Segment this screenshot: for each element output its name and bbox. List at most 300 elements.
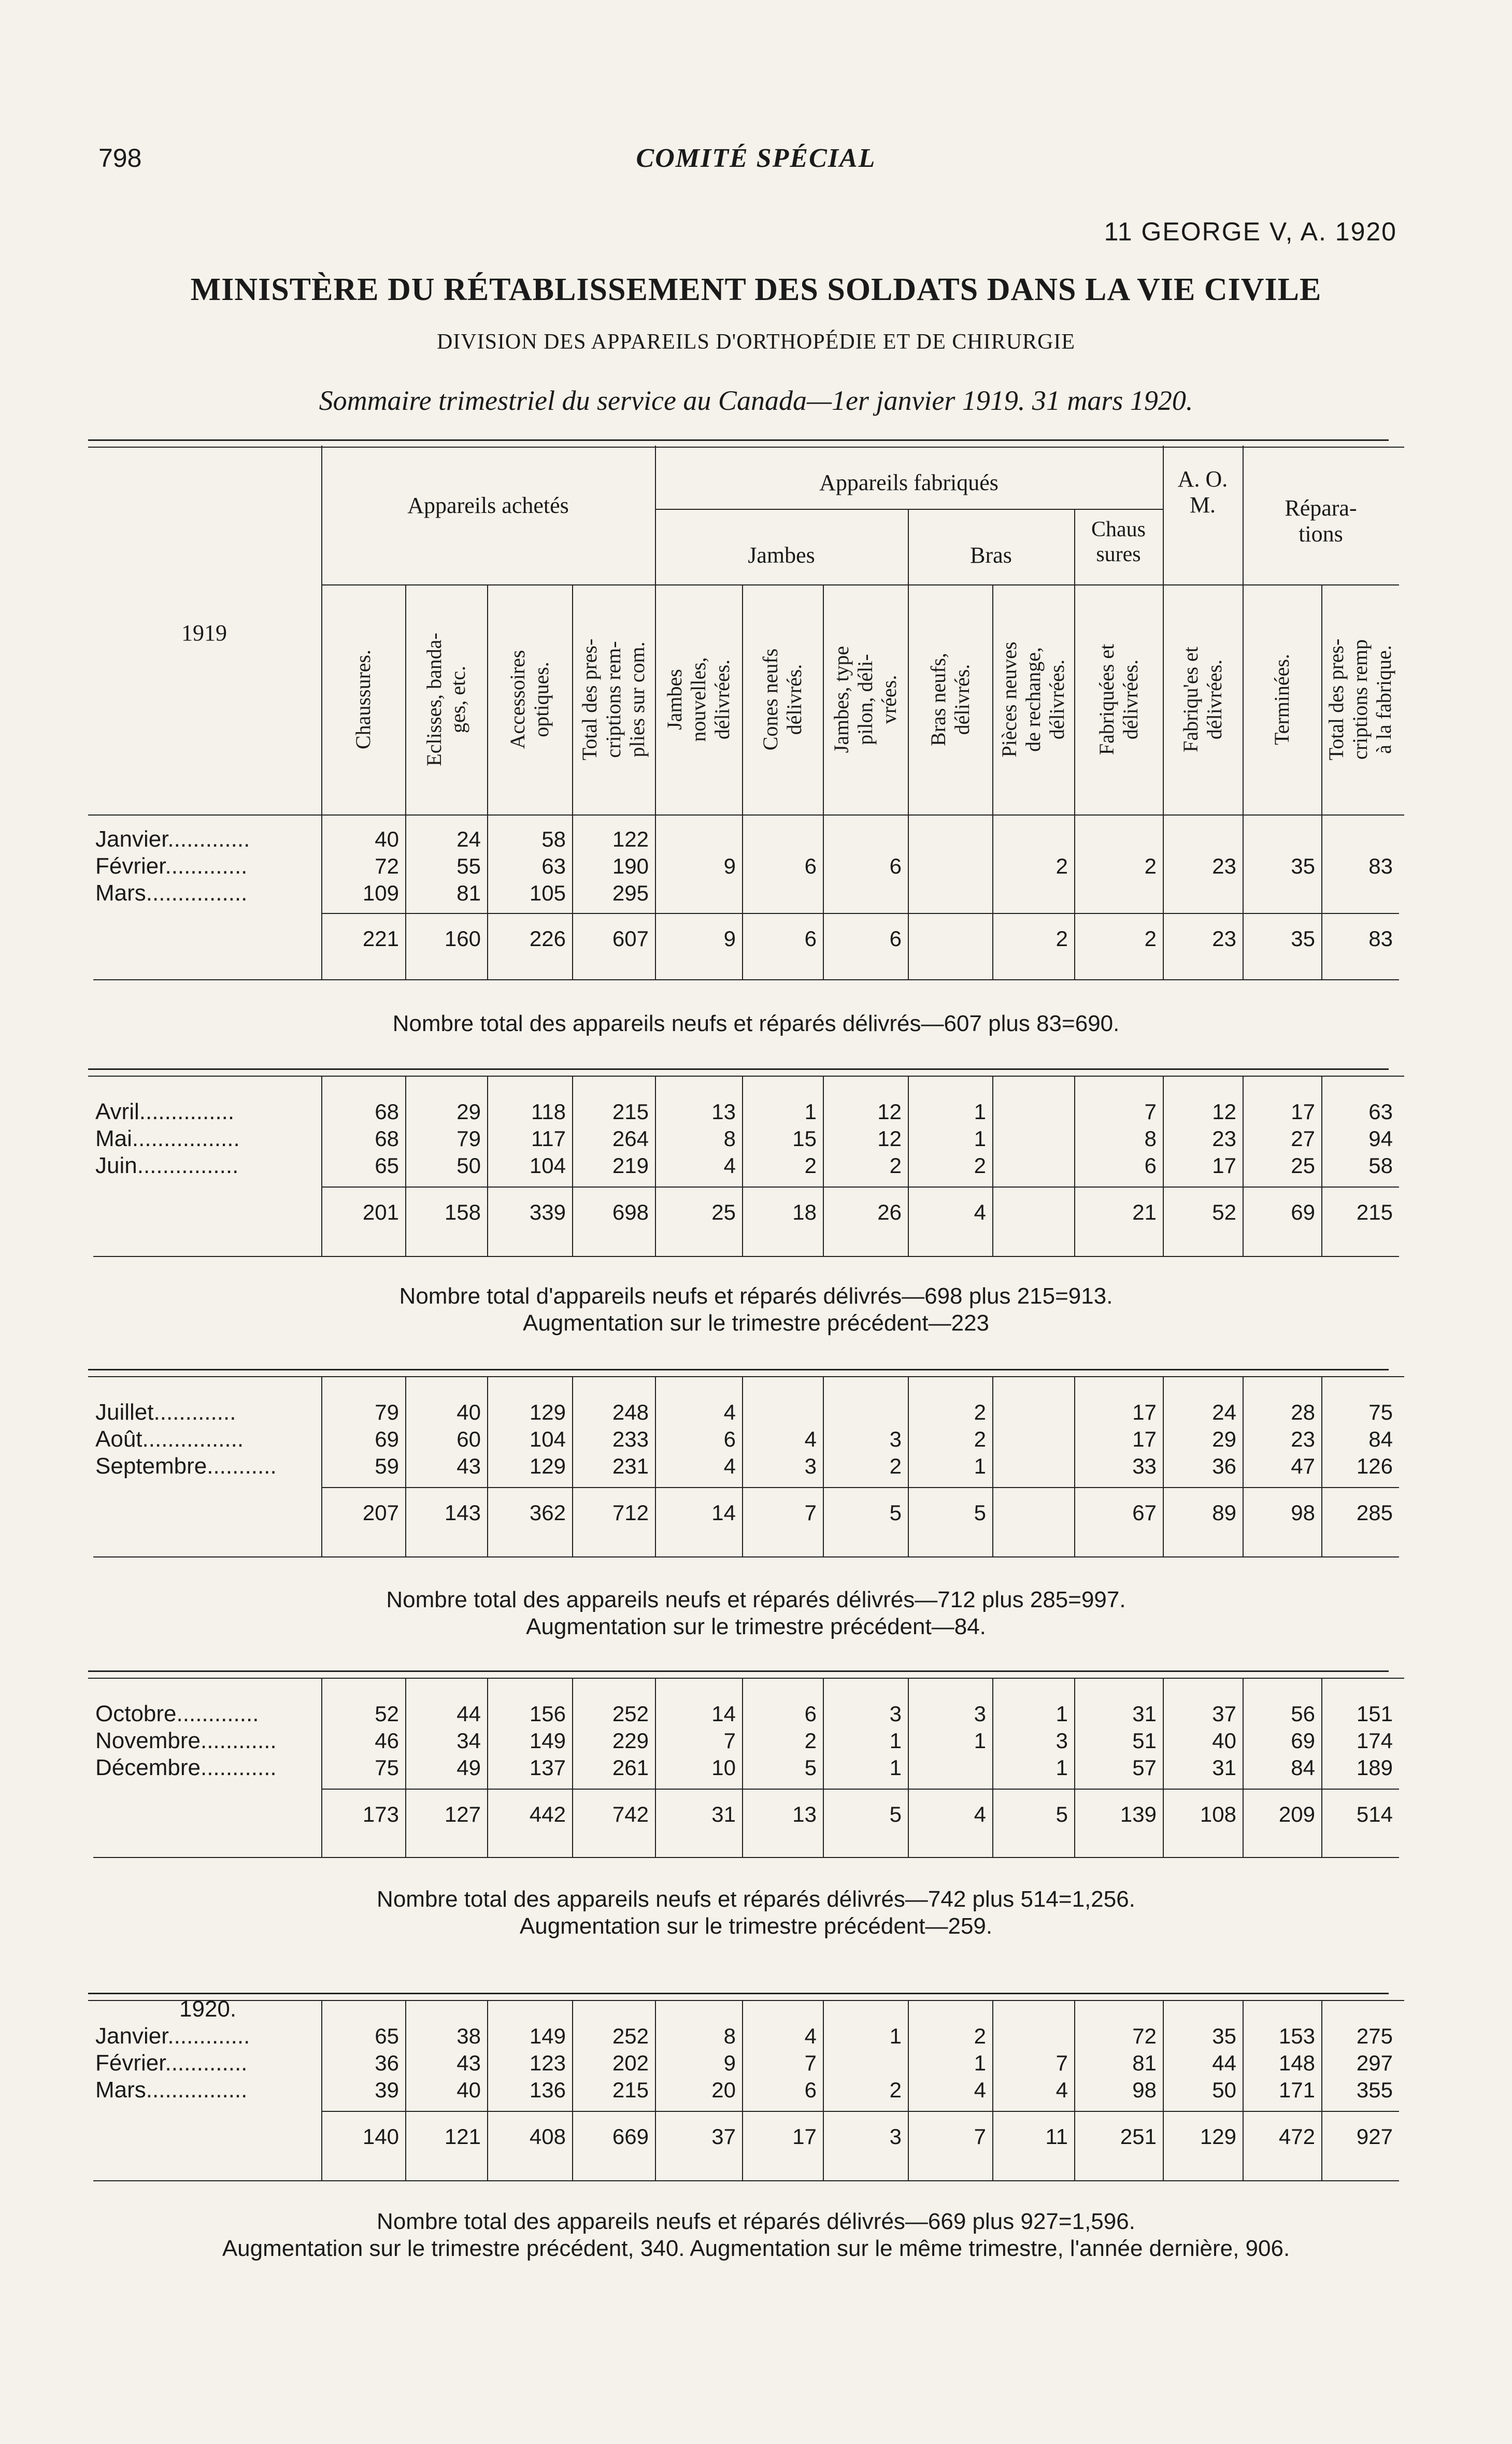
column-vrule [1321, 584, 1322, 814]
table-cell: 25 [1291, 1153, 1315, 1178]
table-cell: 3 [974, 1702, 986, 1726]
quarter-vrule [1321, 1376, 1322, 1556]
totals-separator [321, 1487, 1399, 1488]
quarter-vrule [908, 2000, 909, 2180]
division-subtitle: DIVISION DES APPAREILS D'ORTHOPÉDIE ET DE CHIRURGIE [436, 330, 1076, 354]
quarter-vrule [823, 1076, 824, 1256]
quarter-vrule [572, 1678, 573, 1857]
total-cell: 6 [804, 926, 817, 951]
table-cell: 72 [1132, 2024, 1157, 2048]
month-label: Mai................. [95, 1126, 240, 1151]
quarter-vrule [487, 2000, 488, 2180]
table-cell: 252 [612, 1702, 649, 1726]
table-cell: 189 [1356, 1755, 1393, 1780]
month-label: Septembre........... [95, 1453, 277, 1479]
table-cell: 126 [1356, 1454, 1393, 1478]
month-label: Mars................ [95, 880, 248, 906]
quarter-vrule [992, 1076, 993, 1256]
total-cell: 362 [529, 1500, 566, 1525]
total-cell: 927 [1356, 2124, 1393, 2149]
table-cell: 1 [889, 1728, 902, 1753]
column-vrule [405, 584, 406, 814]
table-cell: 58 [1368, 1153, 1393, 1178]
total-cell: 472 [1278, 2124, 1315, 2149]
table-cell: 98 [1132, 2078, 1157, 2102]
quarter-vrule [992, 1376, 993, 1556]
table-cell: 2 [804, 1153, 817, 1178]
table-cell: 40 [457, 1400, 481, 1424]
table-cell: 4 [974, 2078, 986, 2102]
quarter-vrule [487, 814, 488, 979]
table-cell: 2 [804, 1728, 817, 1753]
quarter-vrule [655, 2000, 656, 2180]
totals-separator [321, 2111, 1399, 2112]
table-cell: 4 [723, 1454, 736, 1478]
quarter-summary: Nombre total des appareils neufs et réparés délivrés—742 plus 514=1,256. [377, 1886, 1135, 1912]
quarter-top-rule [88, 1993, 1389, 1994]
month-label: Avril............... [95, 1099, 235, 1124]
column-vrule [908, 584, 909, 814]
table-cell: 51 [1132, 1728, 1157, 1753]
total-cell: 35 [1291, 926, 1315, 951]
table-cell: 12 [877, 1099, 902, 1124]
table-cell: 2 [1055, 854, 1068, 878]
table-cell: 2 [889, 2078, 902, 2102]
quarter-vrule [321, 1376, 322, 1556]
quarter-summary: Augmentation sur le trimestre précédent—84. [526, 1614, 986, 1639]
table-cell: 2 [974, 2024, 986, 2048]
quarter-vrule [1321, 814, 1322, 979]
quarter-vrule [823, 2000, 824, 2180]
table-cell: 57 [1132, 1755, 1157, 1780]
quarter-vrule [655, 814, 656, 979]
table-cell: 56 [1291, 1702, 1315, 1726]
table-cell: 5 [804, 1755, 817, 1780]
month-label: Octobre............. [95, 1701, 259, 1726]
quarter-vrule [1074, 814, 1075, 979]
table-cell: 3 [1055, 1728, 1068, 1753]
table-cell: 3 [889, 1702, 902, 1726]
subgroup-rule [655, 509, 1163, 510]
table-cell: 49 [457, 1755, 481, 1780]
table-cell: 6 [804, 2078, 817, 2102]
month-label: Janvier............. [95, 2023, 250, 2049]
quarter-vrule [1321, 1076, 1322, 1256]
table-cell: 233 [612, 1427, 649, 1451]
table-cell: 3 [889, 1427, 902, 1451]
total-cell: 7 [974, 2124, 986, 2149]
total-cell: 6 [889, 926, 902, 951]
table-cell: 72 [375, 854, 399, 878]
table-cell: 104 [529, 1427, 566, 1451]
quarter-bottom-rule [93, 2180, 1399, 2181]
quarter-summary: Nombre total des appareils neufs et réparés délivrés—669 plus 927=1,596. [377, 2209, 1135, 2234]
quarter-vrule [1321, 2000, 1322, 2180]
table-cell: 44 [1212, 2051, 1236, 2075]
table-cell: 2 [1144, 854, 1157, 878]
table-cell: 36 [1212, 1454, 1236, 1478]
quarter-vrule [1074, 1376, 1075, 1556]
total-cell: 21 [1132, 1200, 1157, 1224]
total-cell: 3 [889, 2124, 902, 2149]
quarter-vrule [992, 2000, 993, 2180]
month-label: Février............. [95, 2050, 248, 2076]
table-cell: 34 [457, 1728, 481, 1753]
total-cell: 18 [792, 1200, 817, 1224]
column-vrule [655, 584, 656, 814]
summary-caption: Sommaire trimestriel du service au Canada—1er janvier 1919. 31 mars 1920. [319, 385, 1193, 416]
table-cell: 190 [612, 854, 649, 878]
column-header-rule [321, 584, 1399, 585]
quarter-vrule [908, 1076, 909, 1256]
table-cell: 1 [889, 1755, 902, 1780]
quarter-top-rule-2 [88, 2000, 1404, 2001]
total-cell: 26 [877, 1200, 902, 1224]
column-header-1: Chaussures. [351, 649, 375, 750]
table-cell: 65 [375, 1153, 399, 1178]
table-cell: 58 [541, 827, 566, 851]
table-cell: 1 [974, 1728, 986, 1753]
totals-separator [321, 1187, 1399, 1188]
total-cell: 67 [1132, 1500, 1157, 1525]
total-cell: 25 [711, 1200, 736, 1224]
table-cell: 2 [974, 1427, 986, 1451]
quarter-vrule [908, 1678, 909, 1857]
table-cell: 1 [974, 1099, 986, 1124]
quarter-vrule [1163, 1376, 1164, 1556]
quarter-vrule [1243, 2000, 1244, 2180]
table-cell: 1 [889, 2024, 902, 2048]
total-cell: 158 [444, 1200, 481, 1224]
total-cell: 221 [362, 926, 399, 951]
total-cell: 339 [529, 1200, 566, 1224]
table-cell: 59 [375, 1454, 399, 1478]
quarter-top-rule-2 [88, 1376, 1404, 1377]
table-cell: 81 [457, 881, 481, 905]
total-cell: 5 [889, 1802, 902, 1826]
table-cell: 171 [1278, 2078, 1315, 2102]
table-cell: 8 [1144, 1126, 1157, 1151]
total-cell: 408 [529, 2124, 566, 2149]
table-cell: 84 [1291, 1755, 1315, 1780]
total-cell: 215 [1356, 1200, 1393, 1224]
column-header-4: Total des pres- criptions rem- plies sur com. [578, 638, 649, 761]
quarter-vrule [321, 814, 322, 979]
table-cell: 6 [723, 1427, 736, 1451]
table-cell: 174 [1356, 1728, 1393, 1753]
table-cell: 55 [457, 854, 481, 878]
quarter-vrule [742, 1678, 743, 1857]
quarter-vrule [572, 814, 573, 979]
total-cell: 669 [612, 2124, 649, 2149]
total-cell: 89 [1212, 1500, 1236, 1525]
total-cell: 31 [711, 1802, 736, 1826]
quarter-top-rule-2 [88, 1076, 1404, 1077]
total-cell: 442 [529, 1802, 566, 1826]
total-cell: 17 [792, 2124, 817, 2149]
table-cell: 24 [1212, 1400, 1236, 1424]
total-cell: 2 [1055, 926, 1068, 951]
quarter-vrule [1163, 1076, 1164, 1256]
quarter-bottom-rule [93, 979, 1399, 980]
month-label: Janvier............. [95, 826, 250, 852]
quarter-vrule [572, 1376, 573, 1556]
header-top-rule [88, 439, 1389, 441]
column-vrule [1243, 584, 1244, 814]
total-cell: 742 [612, 1802, 649, 1826]
total-cell: 37 [711, 2124, 736, 2149]
table-cell: 6 [1144, 1153, 1157, 1178]
quarter-vrule [487, 1678, 488, 1857]
table-cell: 118 [531, 1099, 566, 1124]
quarter-vrule [1321, 1678, 1322, 1857]
table-cell: 153 [1278, 2024, 1315, 2048]
table-cell: 229 [612, 1728, 649, 1753]
table-cell: 4 [1055, 2078, 1068, 2102]
quarter-summary: Nombre total des appareils neufs et réparés délivrés—712 plus 285=997. [386, 1587, 1126, 1612]
table-cell: 6 [889, 854, 902, 878]
quarter-vrule [1074, 1076, 1075, 1256]
quarter-vrule [321, 1076, 322, 1256]
table-cell: 39 [375, 2078, 399, 2102]
table-cell: 9 [723, 854, 736, 878]
table-cell: 75 [1368, 1400, 1393, 1424]
column-vrule [823, 584, 824, 814]
subgroup-chaussures: Chaus sures [1091, 518, 1146, 566]
table-cell: 151 [1356, 1702, 1393, 1726]
quarter-vrule [655, 1076, 656, 1256]
table-cell: 8 [723, 1126, 736, 1151]
group-appareils-achetes: Appareils achetés [407, 493, 569, 518]
total-cell: 160 [444, 926, 481, 951]
table-cell: 148 [1278, 2051, 1315, 2075]
total-cell: 143 [444, 1500, 481, 1525]
column-vrule [1074, 584, 1075, 814]
table-cell: 117 [531, 1126, 566, 1151]
table-cell: 7 [723, 1728, 736, 1753]
table-cell: 122 [612, 827, 649, 851]
column-header-3: Accessoires optiques. [506, 650, 553, 749]
table-cell: 1 [974, 1454, 986, 1478]
table-cell: 2 [889, 1454, 902, 1478]
table-cell: 1 [974, 2051, 986, 2075]
table-cell: 7 [804, 2051, 817, 2075]
total-cell: 23 [1212, 926, 1236, 951]
quarter-vrule [405, 814, 406, 979]
quarter-bottom-rule [93, 1857, 1399, 1858]
quarter-vrule [1243, 1678, 1244, 1857]
table-cell: 33 [1132, 1454, 1157, 1478]
table-cell: 17 [1291, 1099, 1315, 1124]
quarter-vrule [1243, 1076, 1244, 1256]
quarter-vrule [742, 1076, 743, 1256]
table-cell: 63 [541, 854, 566, 878]
table-cell: 20 [711, 2078, 736, 2102]
total-cell: 226 [529, 926, 566, 951]
table-cell: 40 [1212, 1728, 1236, 1753]
table-cell: 50 [1212, 2078, 1236, 2102]
table-cell: 37 [1212, 1702, 1236, 1726]
total-cell: 5 [974, 1500, 986, 1525]
table-cell: 24 [457, 827, 481, 851]
month-label: Juin................ [95, 1153, 239, 1178]
table-cell: 6 [804, 854, 817, 878]
table-cell: 1 [804, 1099, 817, 1124]
table-cell: 84 [1368, 1427, 1393, 1451]
table-cell: 69 [375, 1427, 399, 1451]
column-header-7: Jambes, type pilon, déli- vrées. [830, 646, 901, 753]
table-cell: 60 [457, 1427, 481, 1451]
table-cell: 1 [1055, 1755, 1068, 1780]
table-cell: 4 [723, 1153, 736, 1178]
table-cell: 69 [1291, 1728, 1315, 1753]
table-cell: 215 [612, 1099, 649, 1124]
table-cell: 38 [457, 2024, 481, 2048]
total-cell: 98 [1291, 1500, 1315, 1525]
table-cell: 17 [1132, 1400, 1157, 1424]
column-vrule [487, 584, 488, 814]
month-label: Juillet............. [95, 1399, 236, 1425]
table-cell: 35 [1291, 854, 1315, 878]
table-cell: 17 [1132, 1427, 1157, 1451]
table-cell: 36 [375, 2051, 399, 2075]
quarter-vrule [1163, 814, 1164, 979]
header-top-rule-2 [88, 447, 1404, 448]
table-cell: 31 [1132, 1702, 1157, 1726]
total-cell: 2 [1144, 926, 1157, 951]
table-cell: 23 [1212, 1126, 1236, 1151]
table-cell: 35 [1212, 2024, 1236, 2048]
quarter-top-rule-2 [88, 1678, 1404, 1679]
running-head: COMITÉ SPÉCIAL [636, 144, 876, 173]
table-cell: 104 [529, 1153, 566, 1178]
total-cell: 83 [1368, 926, 1393, 951]
quarter-top-rule [88, 1068, 1389, 1070]
subgroup-bras: Bras [970, 542, 1012, 568]
table-cell: 15 [792, 1126, 817, 1151]
quarter-summary: Augmentation sur le trimestre précédent—259. [519, 1913, 993, 1939]
table-cell: 215 [612, 2078, 649, 2102]
total-cell: 13 [792, 1802, 817, 1826]
column-header-9: Pièces neuves de rechange, délivrées. [997, 641, 1068, 758]
table-cell: 3 [804, 1454, 817, 1478]
quarter-summary: Augmentation sur le trimestre précédent—223 [522, 1310, 990, 1336]
table-cell: 261 [612, 1755, 649, 1780]
table-cell: 29 [457, 1099, 481, 1124]
totals-separator [321, 1789, 1399, 1790]
group-appareils-fabriques: Appareils fabriqués [819, 470, 999, 495]
table-cell: 40 [375, 827, 399, 851]
totals-separator [321, 913, 1399, 914]
quarter-top-rule [88, 1369, 1389, 1370]
table-cell: 231 [612, 1454, 649, 1478]
table-cell: 17 [1212, 1153, 1236, 1178]
table-cell: 79 [457, 1126, 481, 1151]
total-cell: 207 [362, 1500, 399, 1525]
month-label: Décembre............ [95, 1755, 277, 1780]
table-cell: 137 [529, 1755, 566, 1780]
table-cell: 12 [877, 1126, 902, 1151]
quarter-vrule [823, 1678, 824, 1857]
column-header-6: Cones neufs délivrés. [759, 648, 806, 751]
regnal-year: 11 GEORGE V, A. 1920 [1104, 217, 1397, 246]
quarter-vrule [487, 1076, 488, 1256]
table-cell: 129 [529, 1400, 566, 1424]
group-reparations: Répara- tions [1285, 495, 1357, 547]
total-cell: 14 [711, 1500, 736, 1525]
column-vrule [742, 584, 743, 814]
quarter-vrule [823, 1376, 824, 1556]
quarter-vrule [572, 1076, 573, 1256]
table-cell: 52 [375, 1702, 399, 1726]
column-header-10: Fabriquées et délivrées. [1094, 644, 1142, 755]
table-cell: 43 [457, 1454, 481, 1478]
table-cell: 83 [1368, 854, 1393, 878]
table-cell: 29 [1212, 1427, 1236, 1451]
page-title: MINISTÈRE DU RÉTABLISSEMENT DES SOLDATS DANS LA VIE CIVILE [190, 272, 1322, 307]
total-cell: 5 [1055, 1802, 1068, 1826]
table-cell: 7 [1055, 2051, 1068, 2075]
quarter-vrule [405, 1076, 406, 1256]
table-cell: 248 [612, 1400, 649, 1424]
table-cell: 297 [1356, 2051, 1393, 2075]
column-header-13: Total des pres- criptions remp à la fabrique. [1324, 638, 1395, 761]
quarter-vrule [908, 1376, 909, 1556]
table-cell: 9 [723, 2051, 736, 2075]
table-cell: 44 [457, 1702, 481, 1726]
quarter-vrule [321, 1678, 322, 1857]
total-cell: 9 [723, 926, 736, 951]
table-cell: 23 [1291, 1427, 1315, 1451]
quarter-bottom-rule [93, 1556, 1399, 1557]
table-cell: 295 [612, 881, 649, 905]
total-cell: 698 [612, 1200, 649, 1224]
total-cell: 139 [1120, 1802, 1157, 1826]
quarter-summary: Nombre total des appareils neufs et réparés délivrés—607 plus 83=690. [392, 1011, 1120, 1036]
table-cell: 275 [1356, 2024, 1393, 2048]
quarter-vrule [742, 2000, 743, 2180]
table-cell: 65 [375, 2024, 399, 2048]
table-cell: 2 [974, 1153, 986, 1178]
table-cell: 28 [1291, 1400, 1315, 1424]
total-cell: 285 [1356, 1500, 1393, 1525]
column-header-5: Jambes nouvelles, délivrées. [663, 657, 734, 742]
table-cell: 1 [1055, 1702, 1068, 1726]
table-cell: 94 [1368, 1126, 1393, 1151]
quarter-vrule [405, 2000, 406, 2180]
total-cell: 201 [362, 1200, 399, 1224]
quarter-top-rule [88, 1670, 1389, 1672]
table-cell: 43 [457, 2051, 481, 2075]
table-cell: 63 [1368, 1099, 1393, 1124]
quarter-summary: Nombre total d'appareils neufs et réparés délivrés—698 plus 215=913. [399, 1283, 1113, 1309]
total-cell: 712 [612, 1500, 649, 1525]
column-header-11: Fabriqu'es et délivrées. [1179, 647, 1226, 752]
quarter-vrule [487, 1376, 488, 1556]
quarter-vrule [405, 1678, 406, 1857]
quarter-vrule [405, 1376, 406, 1556]
total-cell: 121 [444, 2124, 481, 2149]
quarter-bottom-rule [93, 1256, 1399, 1257]
table-cell: 14 [711, 1702, 736, 1726]
month-label: Août................ [95, 1426, 244, 1452]
total-cell: 129 [1200, 2124, 1236, 2149]
table-cell: 2 [974, 1400, 986, 1424]
table-cell: 156 [529, 1702, 566, 1726]
column-header-8: Bras neufs, délivrés. [926, 653, 974, 746]
group-aom: A. O. M. [1177, 466, 1228, 518]
table-cell: 264 [612, 1126, 649, 1151]
